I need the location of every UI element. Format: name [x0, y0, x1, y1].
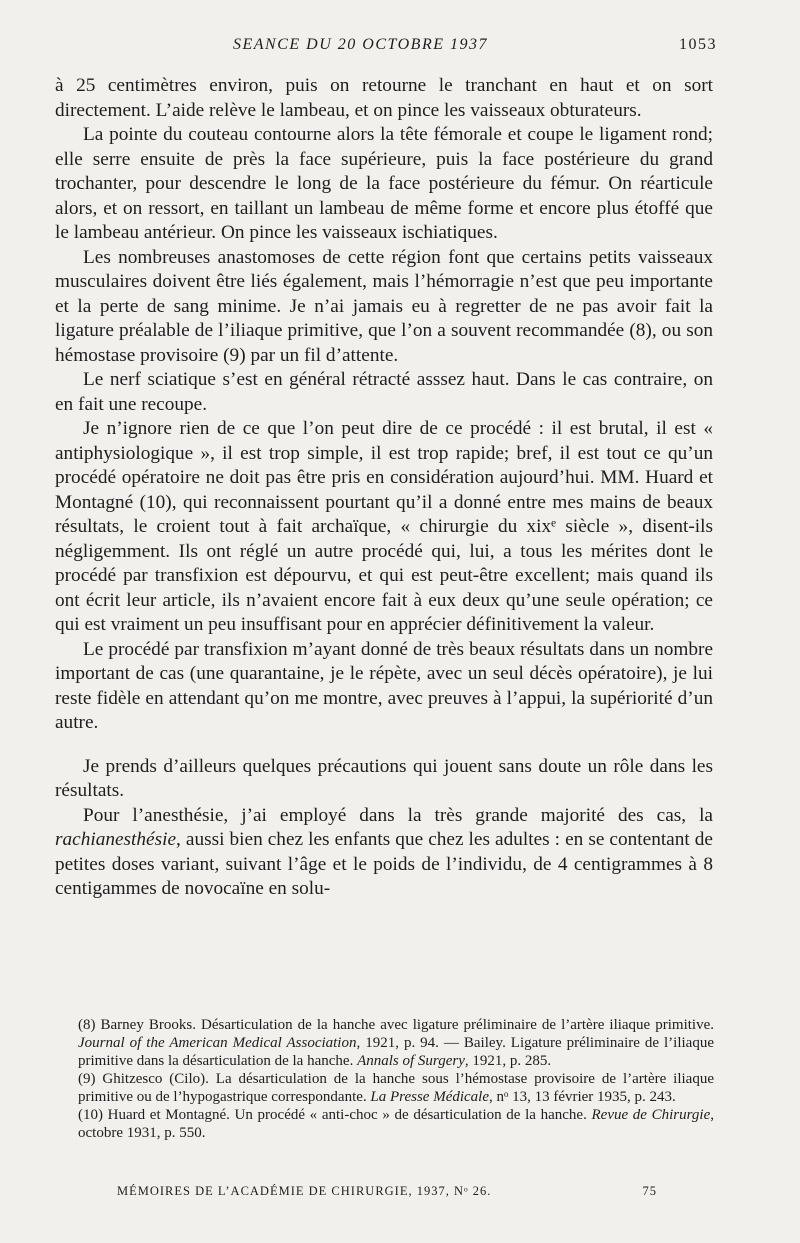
footnote-text: , nᵒ 13, 13 février 1935, p. 243. — [489, 1089, 676, 1105]
paragraph-text: Pour l’anesthésie, j’ai employé dans la très grande majorité des cas, la — [83, 804, 713, 826]
paragraph: à 25 centimètres environ, puis on retourne le tranchant en haut et on sort directement. L’aide relève le lambeau, et on pince les vaisseaux obturateurs. — [55, 75, 713, 121]
page-number: 1053 — [679, 36, 717, 53]
italic-term: rachianesthésie — [55, 829, 177, 850]
paragraph: Le nerf sciatique s’est en général rétracté asssez haut. Dans le cas contraire, on en fait une recoupe. — [55, 369, 713, 415]
paragraph: Les nombreuses anastomoses de cette région font que certains petits vaisseaux musculaires doivent être liés également, mais l’hémorragie n’est que peu importante et la perte de sang minime. Je n’ai jamais eu à regretter de ne pas avoir fait la ligature préalable de l’iliaque primitive, que l’on a souvent recommandée (8), ou son hémostase provisoire (9) par un fil d’attente. — [55, 246, 713, 366]
paragraph: Je prends d’ailleurs quelques précautions qui jouent sans doute un rôle dans les résultats. — [55, 755, 713, 801]
journal-title: Revue de Chirurgie — [591, 1107, 711, 1123]
paragraph-text: , aussi bien chez les enfants que chez les adultes : en se contentant de petites doses variant, suivant l’âge et le poids de l’individu, de 4 centigrammes à 8 centigammes de novocaïne en solu- — [55, 829, 713, 899]
footnote-text: (8) Barney Brooks. Désarticulation de la hanche avec ligature préliminaire de l’artère iliaque primitive. — [78, 1017, 714, 1033]
header-title: SEANCE DU 20 OCTOBRE 1937 — [233, 36, 488, 53]
footer-journal: MÉMOIRES DE L’ACADÉMIE DE CHIRURGIE, 1937, Nᵒ 26. — [117, 1184, 492, 1198]
footnotes — [78, 1016, 714, 1142]
paragraph — [55, 804, 713, 902]
footnote-text: (10) Huard et Montagné. Un procédé « anti-choc » de désarticulation de la hanche. — [78, 1107, 592, 1123]
footnote-text: , 1921, p. 94. — Bailey. Ligature préliminaire de l’iliaque primitive dans la désarticulation de la hanche. — [78, 1035, 714, 1069]
body-text — [55, 74, 713, 902]
journal-title: Annals of Surgery — [357, 1053, 465, 1069]
paragraph: La pointe du couteau contourne alors la tête fémorale et coupe le ligament rond; elle serre ensuite de près la face supérieure, puis la face postérieure du grand trochanter, pour descendre le long de la face postérieure du fémur. On réarticule alors, et on ressort, en taillant un lambeau de même forme et encore plus étoffé que le lambeau antérieur. On pince les vaisseaux ischiatiques. — [55, 124, 713, 243]
footer-folio: 75 — [642, 1184, 657, 1198]
footnote-10 — [78, 1106, 714, 1142]
journal-title: Journal of the American Medical Association — [78, 1035, 357, 1051]
footnote-text: , octobre 1931, p. 550. — [78, 1107, 714, 1141]
footnote-9 — [78, 1070, 714, 1106]
paragraph: Je n’ignore rien de ce que l’on peut dire de ce procédé : il est brutal, il est « antiphysiologique », il est trop simple, il est trop rapide; bref, il est tout ce qu’un procédé opératoire ne doit pas être pris en considération aujourd’hui. MM. Huard et Montagné (10), qui reconnaissent pourtant qu’il a donné entre mes mains de beaux résultats, le croient tout à fait archaïque, « chirurgie du xixᵉ siècle », disent-ils négligemment. Ils ont réglé un autre procédé qui, lui, a tous les mérites dont le procédé par transfixion est dépourvu, et qui est peut-être excellent; mais quand ils ont écrit leur article, ils n’avaient encore fait à eux deux qu’une seule opération; ce qui est vraiment un peu insuffisant pour en apprécier définitivement la valeur. — [55, 418, 713, 635]
footnote-8 — [78, 1016, 714, 1070]
footnote-text: (9) Ghitzesco (Cilo). La désarticulation de la hanche sous l’hémostase provisoire de l’artère iliaque primitive ou de l’hypogastrique correspondante. — [78, 1071, 714, 1105]
footnote-text: , 1921, p. 285. — [464, 1053, 552, 1069]
journal-title: La Presse Médicale — [370, 1089, 490, 1105]
paragraph: Le procédé par transfixion m’ayant donné de très beaux résultats dans un nombre important de cas (une quarantaine, je le répète, avec un seul décès opératoire), je lui reste fidèle en attendant qu’on me montre, avec preuves à l’appui, la supériorité d’un autre. — [55, 638, 713, 733]
